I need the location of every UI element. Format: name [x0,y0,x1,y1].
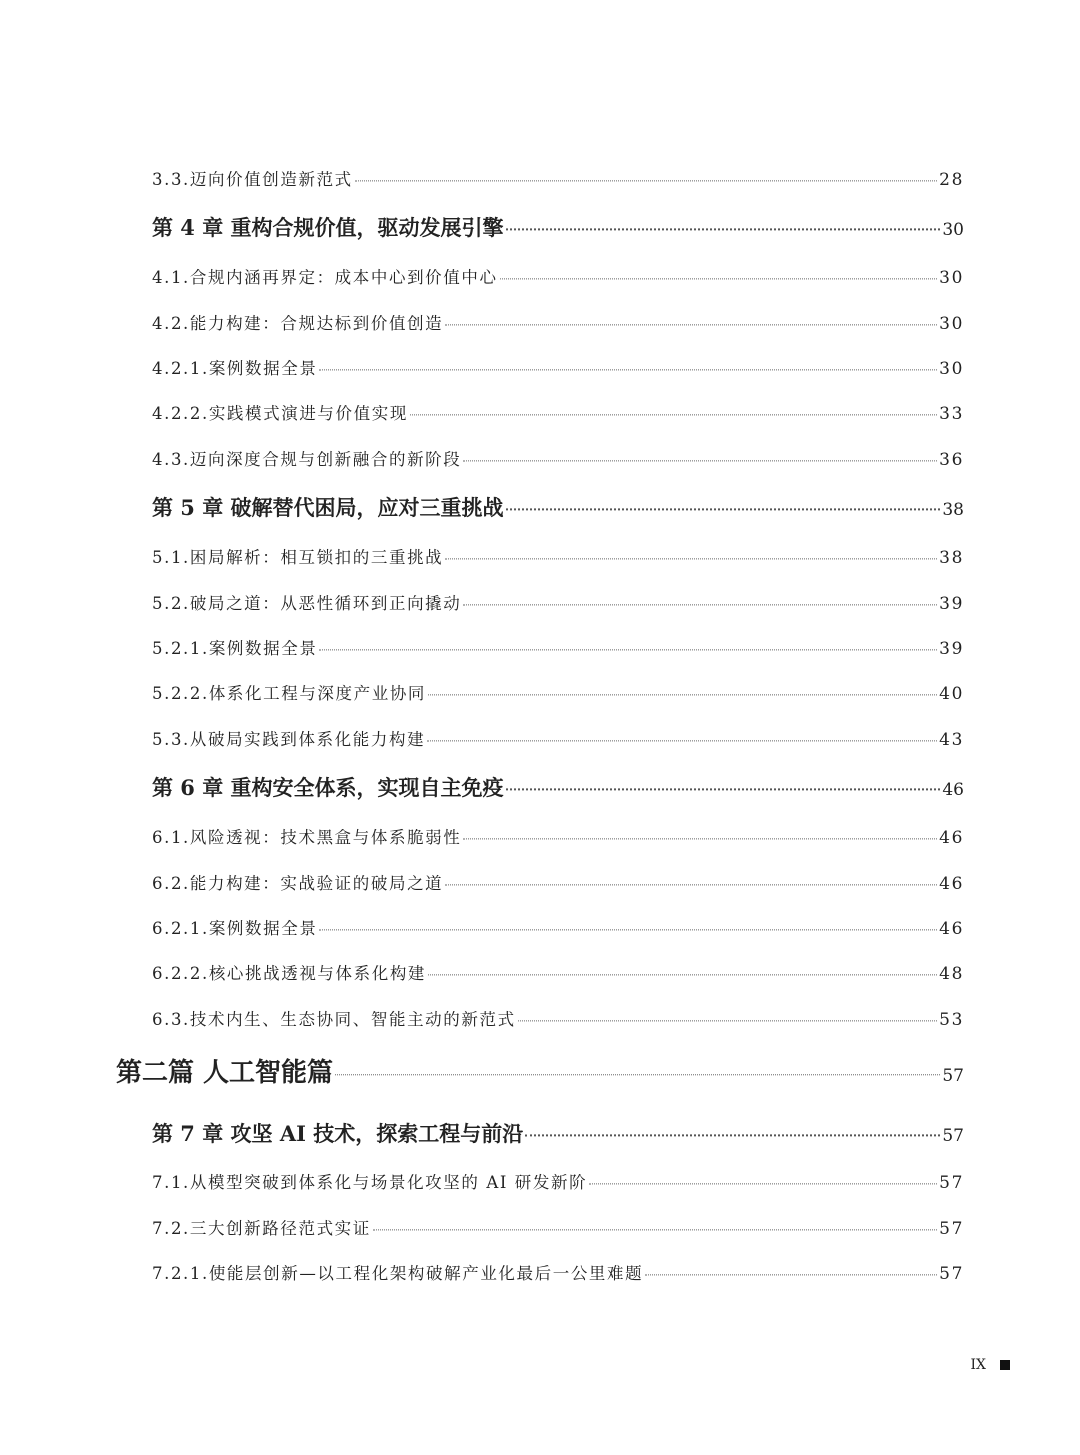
toc-entry-page: 48 [939,964,964,984]
toc-entry-title: 6.3.技术内生、生态协同、智能主动的新范式 [152,1010,516,1029]
toc-entry-title: 5.2.1.案例数据全景 [152,639,318,658]
toc-entry-title: 6.1.风险透视：技术黑盒与体系脆弱性 [152,828,462,847]
toc-entry-page: 57 [942,1126,964,1146]
toc-chapter[interactable] [152,492,964,522]
toc-entry-page: 57 [942,1066,964,1086]
leader-dots [506,767,941,790]
toc-entry[interactable] [152,915,964,939]
toc-entry-page: 53 [939,1010,964,1030]
toc-entry-title: 4.2.2.实践模式演进与价值实现 [152,404,408,423]
toc-entry[interactable] [152,1215,964,1239]
toc-entry[interactable] [152,1169,964,1193]
toc-entry-title: 4.2.1.案例数据全景 [152,359,318,378]
toc-entry[interactable] [152,310,964,334]
toc-entry[interactable] [152,680,964,704]
leader-dots [645,1258,937,1276]
toc-entry-page: 30 [939,268,964,288]
toc-entry[interactable] [152,870,964,894]
toc-entry-page: 30 [942,220,964,240]
toc-entry-page: 28 [939,170,964,190]
toc-entry-title: 5.1.困局解析：相互锁扣的三重挑战 [152,548,444,567]
toc-entry-page: 46 [939,874,964,894]
toc-entry-title: 7.1.从模型突破到体系化与场景化攻坚的 AI 研发新阶 [152,1173,588,1192]
toc-entry-page: 33 [939,404,964,424]
leader-dots [373,1213,937,1231]
leader-dots [319,913,937,931]
leader-dots [428,958,937,976]
toc-entry-title: 6.2.1.案例数据全景 [152,919,318,938]
toc-entry[interactable] [152,726,964,750]
leader-dots [518,1004,937,1022]
toc-part[interactable] [116,1052,964,1089]
toc-chapter[interactable] [152,1118,964,1148]
toc-entry-title: 7.2.三大创新路径范式实证 [152,1219,371,1238]
leader-dots [506,207,941,230]
toc-chapter-title: 第 6 章 重构安全体系，实现自主免疫 [152,775,504,800]
leader-dots [445,308,937,326]
toc-entry-title: 5.2.2.体系化工程与深度产业协同 [152,684,427,703]
toc-chapter[interactable] [152,772,964,802]
toc-part-title: 第二篇 人工智能篇 [116,1058,334,1088]
toc-entry-page: 30 [939,314,964,334]
toc-entry[interactable] [152,400,964,424]
toc-entry[interactable] [152,166,964,190]
toc-entry[interactable] [152,1260,964,1284]
toc-chapter[interactable] [152,212,964,242]
leader-dots [319,633,937,651]
toc-entry-page: 43 [939,730,964,750]
toc-entry-page: 57 [939,1173,964,1193]
page-number: IX [970,1357,986,1373]
toc-entry-page: 36 [939,450,964,470]
toc-entry[interactable] [152,544,964,568]
toc-entry-title: 5.2.破局之道：从恶性循环到正向撬动 [152,594,462,613]
toc-entry-page: 38 [942,500,964,520]
toc-entry-title: 4.1.合规内涵再界定：成本中心到价值中心 [152,268,498,287]
leader-dots [428,678,937,696]
toc-chapter-title: 第 4 章 重构合规价值，驱动发展引擎 [152,215,504,240]
toc-entry-title: 5.3.从破局实践到体系化能力构建 [152,730,426,749]
toc-entry[interactable] [152,355,964,379]
toc-entry-page: 39 [939,639,964,659]
toc-entry-page: 40 [939,684,964,704]
toc-entry-title: 4.2.能力构建：合规达标到价值创造 [152,314,444,333]
toc-entry-title: 6.2.能力构建：实战验证的破局之道 [152,874,444,893]
leader-dots [410,398,937,416]
leader-dots [445,868,937,886]
toc-entry-page: 38 [939,548,964,568]
toc-entry[interactable] [152,635,964,659]
toc-entry-page: 46 [942,780,964,800]
leader-dots [463,822,937,840]
toc-entry[interactable] [152,1006,964,1030]
toc-entry-title: 4.3.迈向深度合规与创新融合的新阶段 [152,450,462,469]
page-number-block [971,1357,1011,1373]
toc-entry-page: 46 [939,828,964,848]
toc-entry-page: 57 [939,1219,964,1239]
leader-dots [525,1113,940,1136]
leader-dots [506,487,941,510]
leader-dots [589,1167,937,1185]
toc-entry-page: 30 [939,359,964,379]
toc-chapter-title: 第 7 章 攻坚 AI 技术，探索工程与前沿 [152,1121,524,1146]
leader-dots [355,164,937,182]
leader-dots [319,353,937,371]
toc-entry[interactable] [152,824,964,848]
leader-dots [500,262,938,280]
toc-entry[interactable] [152,446,964,470]
toc-entry[interactable] [152,590,964,614]
square-icon [1000,1360,1010,1370]
toc-entry[interactable] [152,264,964,288]
leader-dots [463,444,937,462]
toc-entry-title: 6.2.2.核心挑战透视与体系化构建 [152,964,427,983]
leader-dots [463,588,937,606]
toc-entry-title: 7.2.1.使能层创新—以工程化架构破解产业化最后一公里难题 [152,1264,644,1283]
leader-dots [427,724,937,742]
toc-chapter-title: 第 5 章 破解替代困局，应对三重挑战 [152,495,504,520]
leader-dots [335,1048,940,1075]
toc-entry-page: 57 [939,1264,964,1284]
toc-entry-page: 46 [939,919,964,939]
toc-entry-title: 3.3.迈向价值创造新范式 [152,170,353,189]
leader-dots [445,542,937,560]
toc-entry[interactable] [152,960,964,984]
toc-entry-page: 39 [939,594,964,614]
